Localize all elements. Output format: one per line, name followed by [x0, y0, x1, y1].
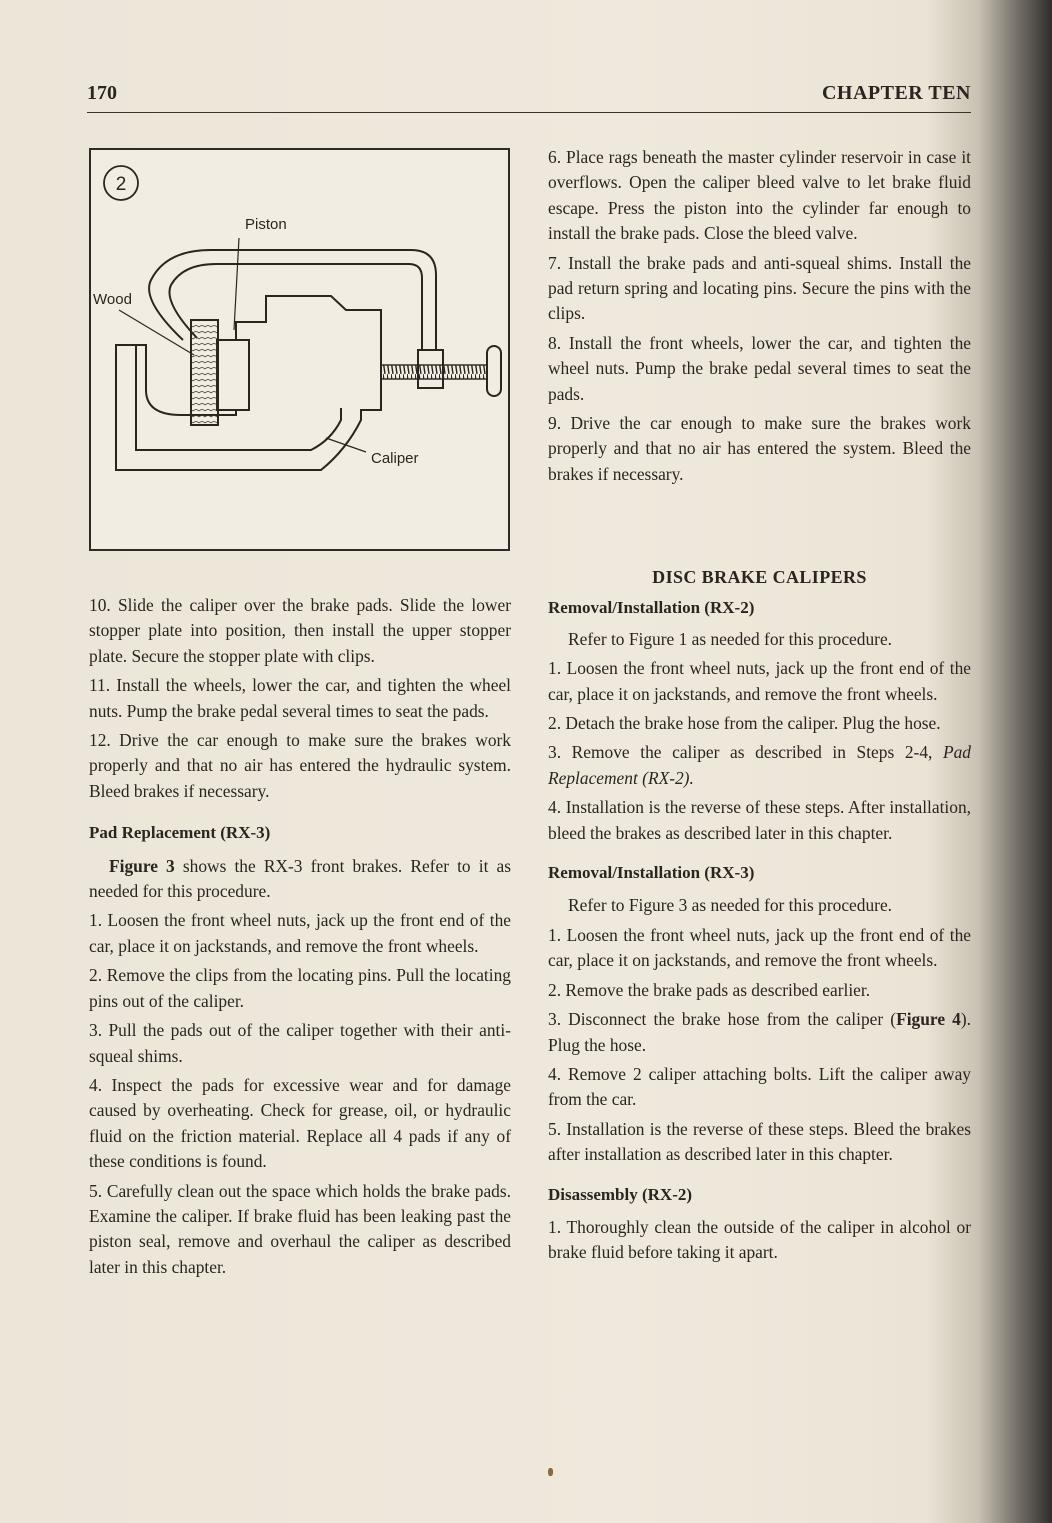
- rx3-step-4: 4. Remove 2 caliper attaching bolts. Lift the caliper away from the car.: [548, 1063, 971, 1110]
- rx3-intro: Refer to Figure 3 as needed for this procedure.: [568, 895, 893, 916]
- removal-rx3-heading: Removal/Installation (RX-3): [548, 863, 755, 883]
- rx3-step-1: 1. Loosen the front wheel nuts, jack up the front end of the car, place it on jackstands, and remove the front wheels.: [548, 924, 971, 971]
- step-6: 6. Place rags beneath the master cylinder reservoir in case it overflows. Open the caliper bleed valve to let brake fluid escape. Press the piston into the cylinder far enough to install the brake pads. Close the bleed valve.: [548, 147, 971, 244]
- wood-block: [191, 320, 218, 425]
- step-9: 9. Drive the car enough to make sure the brakes work properly and that no air has entered the system. Bleed the brakes if necessary.: [548, 413, 971, 484]
- right-column-bottom: [548, 565, 971, 1270]
- rx2-step-2: 2. Detach the brake hose from the caliper. Plug the hose.: [548, 713, 941, 734]
- step-7: 7. Install the brake pads and anti-squeal shims. Install the pad return spring and locating pins. Secure the pins with the clips.: [548, 252, 971, 324]
- rx2-intro: Refer to Figure 1 as needed for this procedure.: [568, 628, 893, 649]
- pad-replacement-rx3-heading: Pad Replacement (RX-3): [89, 823, 271, 843]
- pad-step-3: 3. Pull the pads out of the caliper together with their anti-squeal shims.: [89, 1020, 511, 1066]
- pad-step-5: 5. Carefully clean out the space which holds the brake pads. Examine the caliper. If brake fluid has been leaking past the piston seal, remove and overhaul the caliper as described later in this chapter.: [89, 1180, 511, 1277]
- pad-step-2: 2. Remove the clips from the locating pins. Pull the locating pins out of the caliper.: [89, 965, 511, 1011]
- pad-replacement-intro: Figure 3 shows the RX-3 front brakes. Refer to it as needed for this procedure.: [89, 855, 511, 902]
- rx2-step-4: 4. Installation is the reverse of these steps. After installation, bleed the brakes as described later in this chapter.: [548, 797, 971, 843]
- piston: [217, 340, 249, 410]
- label-caliper: Caliper: [371, 450, 419, 467]
- label-wood: Wood: [93, 291, 132, 308]
- left-column-bottom: [89, 593, 511, 1284]
- removal-rx2-heading: Removal/Installation (RX-2): [548, 598, 755, 618]
- step-11: 11. Install the wheels, lower the car, and tighten the wheel nuts. Pump the brake pedal several times to seat the pads.: [89, 675, 511, 721]
- rx3-step-5: 5. Installation is the reverse of these steps. Bleed the brakes after installation as described later in this chapter.: [548, 1118, 971, 1165]
- rx3-step-2: 2. Remove the brake pads as described earlier.: [548, 979, 871, 1000]
- rx3-step-3: 3. Disconnect the brake hose from the caliper (Figure 4). Plug the hose.: [548, 1009, 971, 1055]
- disassembly-step-1: 1. Thoroughly clean the outside of the caliper in alcohol or brake fluid before taking it apart.: [548, 1216, 971, 1263]
- figure-2: [89, 148, 510, 551]
- label-piston: Piston: [245, 216, 287, 233]
- right-column-top: [548, 145, 971, 491]
- clamp-screw: [381, 365, 491, 379]
- ink-speck: [548, 1468, 553, 1476]
- rx2-step-1: 1. Loosen the front wheel nuts, jack up the front end of the car, place it on jackstands, and remove the front wheels.: [548, 658, 971, 704]
- page-header: [87, 80, 971, 113]
- step-12: 12. Drive the car enough to make sure the brakes work properly and that no air has entered the hydraulic system. Bleed brakes if necessary.: [89, 730, 511, 801]
- c-clamp-diagram: [91, 150, 512, 553]
- chapter-title: CHAPTER TEN: [821, 82, 971, 104]
- disc-brake-calipers-heading: DISC BRAKE CALIPERS: [652, 567, 867, 587]
- clamp-handle: [487, 346, 501, 396]
- pad-step-4: 4. Inspect the pads for excessive wear and for damage caused by overheating. Check for grease, oil, or hydraulic fluid on the friction material. Replace all 4 pads if any of these conditions is found.: [89, 1074, 511, 1172]
- step-10: 10. Slide the caliper over the brake pads. Slide the lower stopper plate into position, then install the upper stopper plate. Secure the stopper plate with clips.: [89, 595, 511, 666]
- figure-number: 2: [115, 174, 127, 195]
- rx2-step-3: 3. Remove the caliper as described in Steps 2-4, Pad Replacement (RX-2).: [548, 742, 971, 788]
- figure-ref: Figure 3: [109, 855, 175, 876]
- disassembly-rx2-heading: Disassembly (RX-2): [548, 1184, 693, 1204]
- page-number: 170: [87, 82, 117, 104]
- pad-step-1: 1. Loosen the front wheel nuts, jack up the front end of the car, place it on jackstands, and remove the front wheels.: [89, 910, 511, 956]
- step-8: 8. Install the front wheels, lower the car, and tighten the wheel nuts. Pump the brake pedal several times to seat the pads.: [548, 332, 971, 404]
